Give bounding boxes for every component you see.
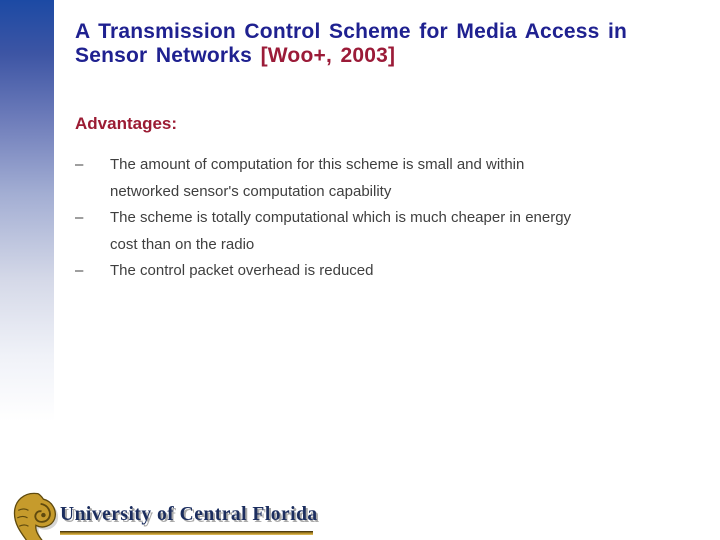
bullet-text — [110, 258, 374, 285]
bullet-text-line: The control packet overhead is reduced — [110, 262, 374, 279]
advantages-heading: Advantages: — [75, 114, 178, 133]
institution-name: University of Central Florida — [60, 504, 318, 525]
left-gradient-bar — [0, 0, 54, 540]
bullet-dash: – — [75, 209, 84, 226]
bullet-list — [75, 152, 675, 285]
bullet-text — [110, 205, 571, 258]
slide-title-citation: [Woo+, 2003] — [260, 43, 396, 67]
bullet-text-line: cost than on the radio — [110, 235, 255, 253]
list-item — [75, 258, 675, 285]
list-item — [75, 152, 675, 205]
slide-title — [75, 20, 695, 67]
ucf-pegasus-icon — [7, 488, 63, 540]
bullet-text-line: The amount of computation for this scheme is small and within — [110, 156, 525, 173]
bullet-dash: – — [75, 262, 84, 279]
bullet-dash: – — [75, 156, 84, 173]
footer-gold-rule — [60, 531, 313, 535]
bullet-text-line: The scheme is totally computational which is much cheaper in energy — [110, 209, 572, 226]
bullet-text — [110, 152, 524, 205]
slide-title-line2 — [75, 44, 695, 68]
footer-banner — [0, 486, 420, 540]
slide-title-line2-main: Sensor Networks — [75, 43, 261, 67]
bullet-text-line: networked sensor's computation capability — [110, 182, 392, 200]
list-item — [75, 205, 675, 258]
slide-title-line1: A Transmission Control Scheme for Media Access in — [75, 20, 628, 43]
